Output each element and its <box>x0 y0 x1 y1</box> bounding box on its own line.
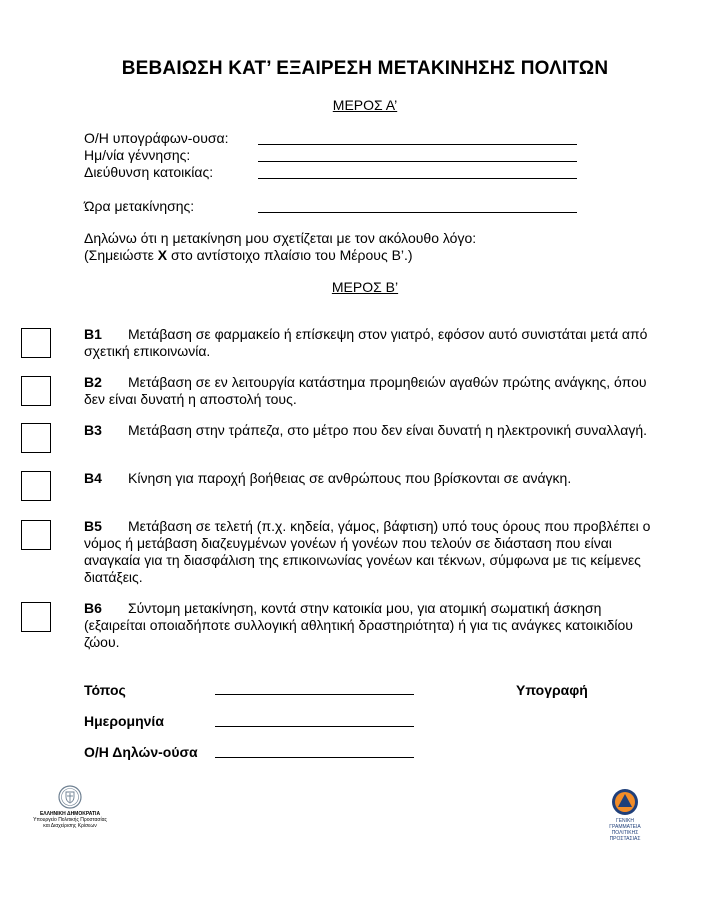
document-title: ΒΕΒΑΙΩΣΗ ΚΑΤ’ ΕΞΑΙΡΕΣΗ ΜΕΤΑΚΙΝΗΣΗΣ ΠΟΛΙΤΩΝ <box>121 58 609 79</box>
logo-left-line1: ΕΛΛΗΝΙΚΗ ΔΗΜΟΚΡΑΤΙΑ <box>39 811 101 817</box>
declarant-label: Ο/Η Δηλών-ούσα <box>84 744 198 760</box>
hellenic-republic-logo <box>20 785 120 829</box>
option-code: B3 <box>84 422 102 438</box>
option-text: Μετάβαση σε τελετή (π.χ. κηδεία, γάμος, βάφτιση) υπό τους όρους που προβλέπει ο νόμος ή μετάβαση διαζευγμένων γονέων ή γονέων που τελούν σε διάσταση που είναι αναγκαία για τη διασφάλιση της επικοινωνίας γονέων και τέκνων, σύμφωνα με τις κείμενες διατάξεις. <box>84 518 651 585</box>
declaration-line-2 <box>84 247 654 264</box>
greek-emblem-icon <box>58 785 82 809</box>
option-code: B5 <box>84 518 102 534</box>
logo-left-line3: και Διαχείρισης Κρίσεων <box>43 823 97 829</box>
option-b3-checkbox[interactable] <box>21 423 51 453</box>
declaration-note-mark: X <box>157 247 168 263</box>
option-b6 <box>84 600 654 651</box>
option-text: Μετάβαση στην τράπεζα, στο μέτρο που δεν είναι δυνατή η ηλεκτρονική συναλλαγή. <box>128 422 647 438</box>
option-b3 <box>84 422 654 439</box>
option-text: Σύντομη μετακίνηση, κοντά στην κατοικία μου, για ατομική σωματική άσκηση (εξαιρείται οποιαδήποτε συλλογική αθλητική δραστηριότητα) ή για τις ανάγκες κατοικιδίου ζώου. <box>84 600 633 650</box>
option-b5 <box>84 518 654 586</box>
declarant-field[interactable] <box>215 757 414 758</box>
option-code: B6 <box>84 600 102 616</box>
option-text: Μετάβαση σε φαρμακείο ή επίσκεψη στον γιατρό, εφόσον αυτό συνιστάται μετά από σχετική επικοινωνία. <box>84 326 648 359</box>
option-code: B1 <box>84 326 102 342</box>
option-code: B2 <box>84 374 102 390</box>
signer-label: Ο/Η υπογράφων-ουσα: <box>84 130 229 146</box>
birthdate-label: Ημ/νία γέννησης: <box>84 147 191 163</box>
logo-right-line1: ΓΕΝΙΚΗ ΓΡΑΜΜΑΤΕΙΑ <box>609 818 641 830</box>
time-field[interactable] <box>258 212 577 213</box>
place-field[interactable] <box>215 694 414 695</box>
time-label: Ώρα μετακίνησης: <box>84 198 195 214</box>
logo-left-line2: Υπουργείο Πολιτικής Προστασίας <box>33 817 107 823</box>
part-a-heading: ΜΕΡΟΣ Α’ <box>332 97 398 113</box>
civil-protection-logo <box>600 788 650 842</box>
option-b1 <box>84 326 654 360</box>
option-b6-checkbox[interactable] <box>21 602 51 632</box>
option-text: Κίνηση για παροχή βοήθειας σε ανθρώπους που βρίσκονται σε ανάγκη. <box>128 470 572 486</box>
place-label: Τόπος <box>84 682 126 698</box>
declaration-note-post: στο αντίστοιχο πλαίσιο του Μέρους Β’.) <box>167 247 413 263</box>
option-b1-checkbox[interactable] <box>21 328 51 358</box>
date-field[interactable] <box>215 726 414 727</box>
birthdate-field[interactable] <box>258 161 577 162</box>
civil-protection-icon <box>611 788 639 816</box>
address-label: Διεύθυνση κατοικίας: <box>84 164 214 180</box>
part-b-heading: ΜΕΡΟΣ Β’ <box>331 279 399 295</box>
signer-field[interactable] <box>258 144 577 145</box>
address-field[interactable] <box>258 178 577 179</box>
date-label: Ημερομηνία <box>84 713 164 729</box>
declaration-text <box>84 230 654 264</box>
option-b4-checkbox[interactable] <box>21 471 51 501</box>
option-b2-checkbox[interactable] <box>21 376 51 406</box>
option-text: Μετάβαση σε εν λειτουργία κατάστημα προμηθειών αγαθών πρώτης ανάγκης, όπου δεν είναι δυνατή η αποστολή τους. <box>84 374 647 407</box>
logo-right-line2: ΠΟΛΙΤΙΚΗΣ ΠΡΟΣΤΑΣΙΑΣ <box>609 830 641 842</box>
option-b2 <box>84 374 654 408</box>
option-code: B4 <box>84 470 102 486</box>
declaration-line-1: Δηλώνω ότι η μετακίνηση μου σχετίζεται με τον ακόλουθο λόγο: <box>84 230 477 246</box>
option-b5-checkbox[interactable] <box>21 520 51 550</box>
option-b4 <box>84 470 654 487</box>
declaration-note-pre: (Σημειώστε <box>84 247 158 263</box>
signature-label: Υπογραφή <box>516 682 588 698</box>
